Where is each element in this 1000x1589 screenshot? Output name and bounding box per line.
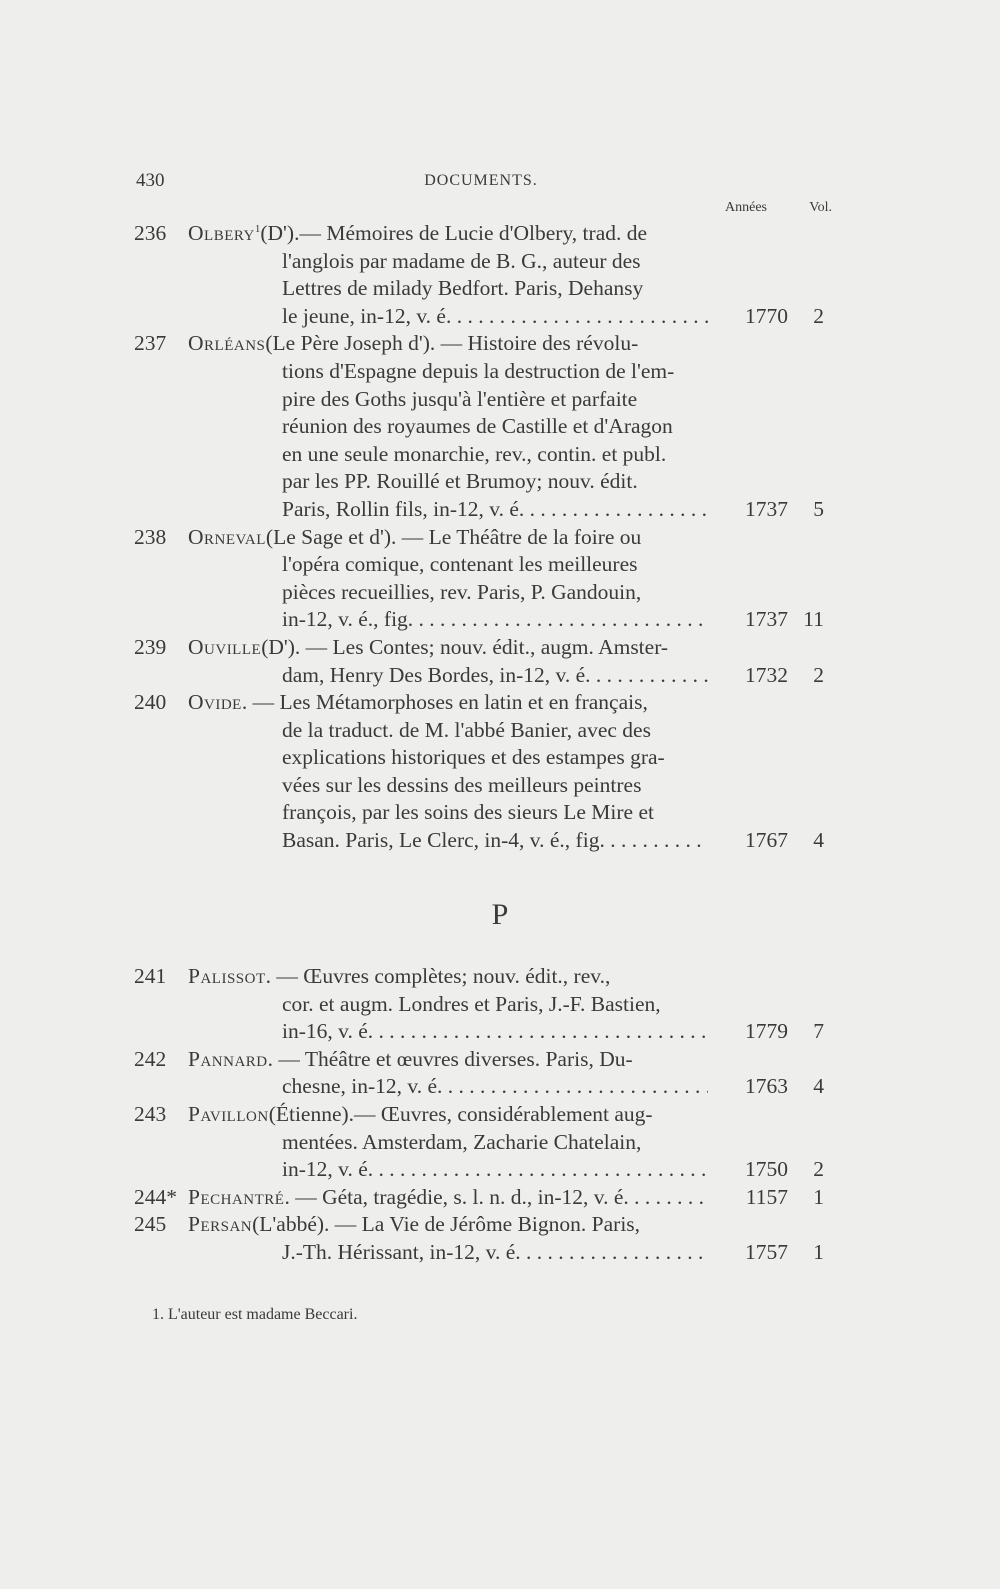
catalog-entry [134, 330, 834, 523]
entry-volumes: 2 [813, 303, 824, 328]
entry-line [134, 689, 834, 717]
entry-line [134, 248, 834, 276]
entry-year: 1157 [745, 1184, 788, 1209]
page-header [136, 170, 826, 194]
entry-volumes: 4 [813, 1074, 824, 1099]
dot-leader [591, 663, 709, 687]
entry-text [282, 496, 708, 524]
entry-volumes: 11 [803, 607, 824, 632]
entry-text [282, 991, 702, 1019]
entry-line [134, 662, 834, 690]
entry-line-text: chesne, in-12, v. é. [282, 1074, 443, 1099]
entry-line-text: . — Les Métamorphoses en latin et en français, [241, 690, 648, 715]
entry-line [134, 551, 834, 579]
dot-leader [521, 1240, 708, 1264]
entry-line [134, 358, 834, 386]
entry-line [134, 606, 834, 634]
entry-number: 237 [134, 331, 167, 356]
entry-line [134, 991, 834, 1019]
author-name: Pechantré [188, 1184, 285, 1209]
entry-text [282, 303, 708, 331]
entry-text [282, 799, 702, 827]
author-name: Persan [188, 1212, 253, 1237]
entry-line [134, 579, 834, 607]
author-name: Palissot [188, 964, 266, 988]
catalog-entry [134, 963, 834, 1046]
entry-text [282, 1129, 702, 1157]
entry-line [134, 220, 834, 248]
entry-text [282, 248, 702, 276]
entry-line [134, 1211, 834, 1239]
entry-text [188, 634, 702, 662]
dot-leader [629, 1185, 708, 1209]
entry-line-text: françois, par les soins des sieurs Le Mire et [282, 800, 654, 825]
entry-year: 1770 [745, 303, 788, 328]
author-name: Pannard [188, 1046, 268, 1071]
entry-number: 245 [134, 1212, 167, 1237]
dot-leader [524, 497, 708, 521]
entry-text [282, 744, 702, 772]
entry-line-text: in-12, v. é., fig. [282, 607, 414, 632]
entry-line [134, 1239, 834, 1267]
entry-year: 1750 [745, 1157, 788, 1182]
entry-line [134, 1073, 834, 1101]
entry-line [134, 303, 834, 331]
entry-line-text: l'opéra comique, contenant les meilleures [282, 552, 638, 577]
entry-text [188, 689, 702, 717]
author-name: Olbery [188, 221, 255, 245]
entry-number: 244* [134, 1184, 177, 1209]
dot-leader [605, 828, 708, 852]
entry-line-text: le jeune, in-12, v. é. [282, 303, 452, 328]
entry-line [134, 1129, 834, 1157]
entry-line-text: Paris, Rollin fils, in-12, v. é. [282, 496, 525, 521]
column-headers [700, 200, 832, 218]
volume-column-header: Vol. [809, 200, 832, 215]
entry-number: 236 [134, 221, 167, 245]
catalog-entry [134, 689, 834, 855]
entry-text [188, 963, 702, 991]
entry-text [282, 1018, 708, 1046]
entry-number: 239 [134, 634, 167, 659]
entry-line-text: de la traduct. de M. l'abbé Banier, avec des [282, 717, 651, 742]
year-column-header: Années [725, 200, 767, 215]
entry-line [134, 827, 834, 855]
entry-line-text: pire des Goths jusqu'à l'entière et parfaite [282, 386, 638, 411]
entry-number: 242 [134, 1046, 167, 1071]
entry-line [134, 744, 834, 772]
entry-text [282, 551, 702, 579]
entry-text [188, 1184, 708, 1212]
entry-text [188, 1101, 702, 1129]
entry-year: 1737 [745, 607, 788, 632]
entry-line-text: . — Géta, tragédie, s. l. n. d., in-12, v. é. [284, 1184, 629, 1209]
entry-volumes: 1 [813, 1184, 824, 1209]
author-name: Orléans [188, 331, 266, 356]
entry-text [188, 1211, 702, 1239]
entry-line-text: par les PP. Rouillé et Brumoy; nouv. édit. [282, 469, 638, 494]
entry-line [134, 386, 834, 414]
entries-list-o [134, 220, 834, 855]
dot-leader [413, 607, 708, 631]
entry-text [282, 358, 702, 386]
entries-list-p [134, 963, 834, 1267]
running-title: DOCUMENTS. [424, 172, 538, 189]
entry-volumes: 5 [813, 496, 824, 521]
entry-line [134, 717, 834, 745]
entry-line [134, 413, 834, 441]
author-name: Ovide [188, 690, 242, 715]
entry-number: 238 [134, 524, 167, 549]
entry-line-text: tions d'Espagne depuis la destruction de l'em- [282, 358, 675, 383]
entry-text [188, 1046, 702, 1074]
entry-line-text: mentées. Amsterdam, Zacharie Chatelain, [282, 1129, 642, 1154]
entry-line-text: pièces recueillies, rev. Paris, P. Gandouin, [282, 579, 642, 604]
entry-text [282, 662, 708, 690]
dot-leader [451, 304, 708, 328]
entry-line-text: vées sur les dessins des meilleurs peintres [282, 772, 642, 797]
entry-text [282, 827, 708, 855]
entry-year: 1737 [745, 496, 788, 521]
entry-line [134, 1156, 834, 1184]
catalog-entry [134, 1184, 834, 1212]
entry-line [134, 1046, 834, 1074]
entry-year: 1767 [745, 828, 788, 853]
author-name: Pavillon [188, 1101, 269, 1126]
entry-line-text: (Le Père Joseph d'). — Histoire des révolu- [265, 331, 639, 356]
entry-line-text: Lettres de milady Bedfort. Paris, Dehansy [282, 276, 644, 301]
entry-line-text: . — Œuvres complètes; nouv. édit., rev., [265, 964, 611, 988]
footnote: 1. L'auteur est madame Beccari. [152, 1306, 358, 1323]
entry-line-text: cor. et augm. Londres et Paris, J.-F. Bastien, [282, 991, 661, 1016]
author-name: Orneval [188, 524, 266, 549]
entry-line-text: in-12, v. é. [282, 1157, 374, 1182]
entry-text [282, 413, 702, 441]
entry-line-text: . — Théâtre et œuvres diverses. Paris, Du- [267, 1046, 633, 1071]
catalog-entry [134, 1211, 834, 1266]
entry-line-text: (D').— Mémoires de Lucie d'Olbery, trad. de [260, 221, 648, 245]
entry-line [134, 468, 834, 496]
entry-year: 1779 [745, 1019, 788, 1044]
entry-volumes: 2 [813, 1157, 824, 1182]
entry-line-text: (Étienne).— Œuvres, considérablement aug- [268, 1101, 653, 1126]
entry-line [134, 441, 834, 469]
entry-text [282, 468, 702, 496]
entry-text [282, 717, 702, 745]
entry-text [188, 330, 702, 358]
entry-line-text: dam, Henry Des Bordes, in-12, v. é. [282, 662, 591, 687]
catalog-entry [134, 524, 834, 634]
entry-volumes: 7 [813, 1019, 824, 1044]
entry-line [134, 524, 834, 552]
entry-text [282, 606, 708, 634]
entry-line [134, 330, 834, 358]
entry-line-text: in-16, v. é. [282, 1019, 374, 1044]
entry-text [282, 386, 702, 414]
catalog-entry [134, 1101, 834, 1184]
entry-line [134, 634, 834, 662]
entry-line-text: Basan. Paris, Le Clerc, in-4, v. é., fig. [282, 828, 605, 853]
entry-year: 1757 [745, 1239, 788, 1264]
dot-leader [373, 1019, 708, 1043]
entry-line [134, 799, 834, 827]
entry-number: 241 [134, 964, 167, 988]
entry-line-text: J.-Th. Hérissant, in-12, v. é. [282, 1239, 521, 1264]
catalog-entry [134, 634, 834, 689]
entry-text [282, 1073, 708, 1101]
entry-line [134, 1184, 834, 1212]
page-number: 430 [136, 170, 165, 191]
entry-text [282, 772, 702, 800]
entry-text [188, 524, 702, 552]
entry-line-text: (Le Sage et d'). — Le Théâtre de la foire ou [265, 524, 642, 549]
entry-line [134, 496, 834, 524]
catalog-entry [134, 1046, 834, 1101]
entry-text [282, 1156, 708, 1184]
entry-line-text: (D'). — Les Contes; nouv. édit., augm. Amster- [261, 634, 669, 659]
entry-text [282, 1239, 708, 1267]
dot-leader [442, 1074, 708, 1098]
entry-line [134, 1101, 834, 1129]
entry-year: 1763 [745, 1074, 788, 1099]
entry-text [188, 220, 702, 248]
entry-line-text: l'anglois par madame de B. G., auteur des [282, 248, 641, 273]
entry-volumes: 2 [813, 662, 824, 687]
entry-year: 1732 [745, 662, 788, 687]
entry-line-text: en une seule monarchie, rev., contin. et publ. [282, 441, 667, 466]
entry-number: 243 [134, 1101, 167, 1126]
entry-volumes: 4 [813, 828, 824, 853]
entry-volumes: 1 [813, 1239, 824, 1264]
entry-line [134, 275, 834, 303]
footnote-mark: 1 [254, 222, 261, 235]
entry-line-text: réunion des royaumes de Castille et d'Aragon [282, 414, 673, 439]
entry-text [282, 275, 702, 303]
entry-line [134, 1018, 834, 1046]
entry-text [282, 441, 702, 469]
entry-line-text: explications historiques et des estampes gra- [282, 745, 665, 770]
author-name: Ouville [188, 634, 262, 659]
entry-line [134, 772, 834, 800]
entry-text [282, 579, 702, 607]
dot-leader [373, 1157, 708, 1181]
catalog-entry [134, 220, 834, 330]
entry-line [134, 963, 834, 991]
entry-number: 240 [134, 690, 167, 715]
section-letter: P [491, 898, 509, 931]
entry-line-text: (L'abbé). — La Vie de Jérôme Bignon. Paris, [252, 1212, 641, 1237]
